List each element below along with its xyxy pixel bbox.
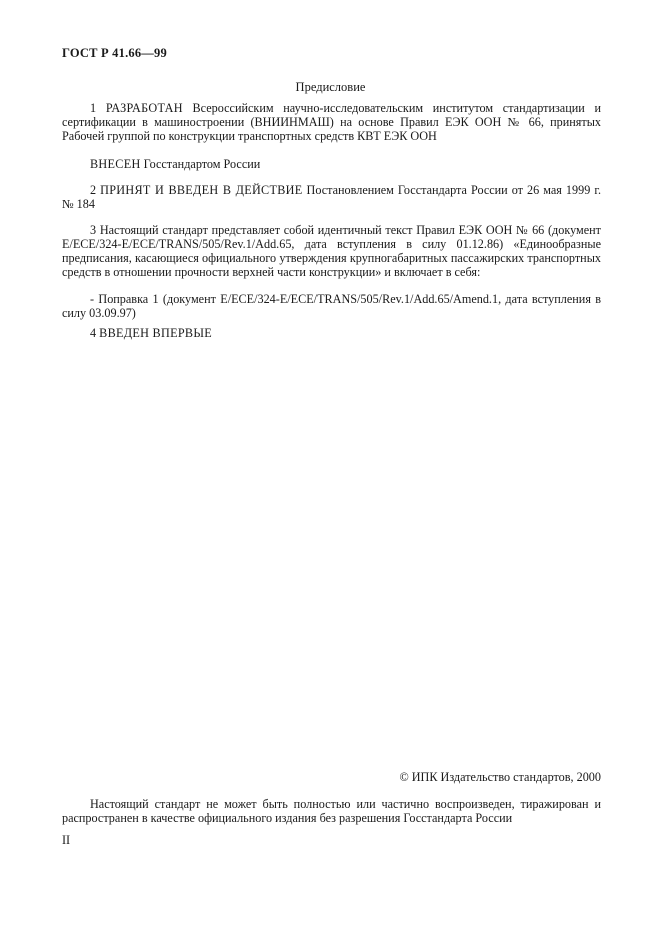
paragraph-3-number: 3 <box>90 223 97 237</box>
paragraph-4 <box>62 326 601 340</box>
page-number: II <box>62 833 71 847</box>
paragraph-1-lead: РАЗРАБОТАН <box>105 101 183 115</box>
paragraph-1-number: 1 <box>90 101 97 115</box>
amendment-item-dash: - <box>90 292 95 306</box>
paragraph-3 <box>62 223 601 279</box>
paragraph-2 <box>62 183 601 211</box>
paragraph-2-number: 2 <box>90 183 97 197</box>
document-header: ГОСТ Р 41.66—99 <box>62 46 167 60</box>
paragraph-3-text: Настоящий стандарт представляет собой идентичный текст Правил ЕЭК ООН № 66 (документ E/ECE/324-E/ECE/TRANS/505/Rev.1/Add.65, дата вступления в силу 01.12.86) «Единообразные предписания, касающиеся официального утверждения крупногабаритных пассажирских транспортных средств в отношении прочности верхней части конструкции» и включает в себя: <box>62 223 602 279</box>
paragraph-1-text: Всероссийским научно-исследовательским институтом стандартизации и сертификации в машиностроении (ВНИИНМАШ) на основе Правил ЕЭК ООН № 66, принятых Рабочей группой по конструкции транспортных средств КВТ ЕЭК ООН <box>62 101 602 143</box>
copyright-line: © ИПК Издательство стандартов, 2000 <box>399 770 601 784</box>
paragraph-4-number: 4 <box>90 326 97 340</box>
paragraph-introduced-text: Госстандартом России <box>143 157 261 171</box>
paragraph-1 <box>62 101 601 143</box>
section-title: Предисловие <box>295 80 366 94</box>
paragraph-2-lead: ПРИНЯТ И ВВЕДЕН В ДЕЙСТВИЕ <box>100 183 303 197</box>
paragraph-introduced-lead: ВНЕСЕН <box>90 157 141 171</box>
amendment-item-text: Поправка 1 (документ E/ECE/324-E/ECE/TRANS/505/Rev.1/Add.65/Amend.1, дата вступления в силу 03.09.97) <box>62 292 602 320</box>
paragraph-2-text: Постановлением Госстандарта России от 26 мая 1999 г. № 184 <box>62 183 601 211</box>
paragraph-4-lead: ВВЕДЕН ВПЕРВЫЕ <box>99 326 213 340</box>
paragraph-introduced <box>62 157 601 171</box>
amendment-item <box>62 292 601 320</box>
reproduction-notice: Настоящий стандарт не может быть полностью или частично воспроизведен, тиражирован и распространен в качестве официального издания без разрешения Госстандарта России <box>62 797 601 825</box>
